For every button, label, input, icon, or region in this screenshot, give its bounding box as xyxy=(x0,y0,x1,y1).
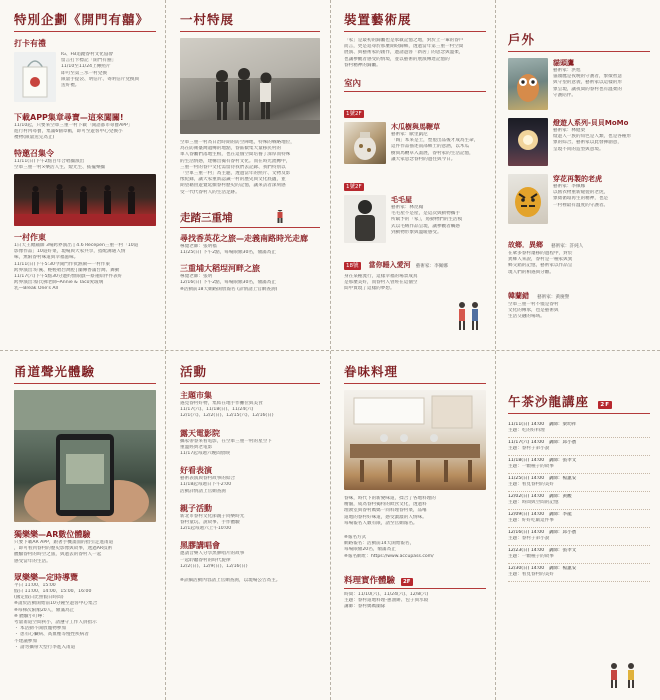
tiger-artwork-photo xyxy=(508,174,548,224)
text-line: 生活交融的場域。 xyxy=(508,314,545,320)
panel-title: 眷味料理 xyxy=(344,362,486,384)
text-line: 11/10至11/24上傳照片 xyxy=(61,64,111,70)
talk-topic: 主題：看見眷村的美好 xyxy=(508,482,554,487)
text-line: 時間：11/10(六)、11/24(六)、12/8(六) xyxy=(344,591,429,597)
section-title: 打卡有禮 xyxy=(14,39,46,48)
talk-topic: 主題：眷村子弟小說 xyxy=(508,446,550,451)
panel-title: 甬道聲光體驗 xyxy=(14,362,156,384)
text-line: ※每梯次限額20人，額滿為止 xyxy=(14,607,75,613)
text-line: 也讓參觀者感受的情境，並以藝術的展演傳達記憶的 xyxy=(344,56,450,62)
furry-house-photo xyxy=(344,195,386,243)
text-line: 每場限額20名，額滿為止 xyxy=(344,547,396,553)
text-line: 現人們的相遇與分離。 xyxy=(508,269,554,275)
location-tag: 2F xyxy=(600,402,610,408)
talk-topic: 主題：看見眷村的美好 xyxy=(508,572,554,577)
walk-title: 走踏三重埔 xyxy=(180,211,233,224)
couple-walking-icon xyxy=(604,662,644,690)
tote-bag-photo xyxy=(14,52,56,102)
list-item xyxy=(508,564,650,582)
text-line: 影像作品」10道好菜，現場與大家共享，搭配溝通人情 xyxy=(14,249,126,255)
text-line: 守護陪伴。 xyxy=(553,92,576,98)
text-line: 異鄉人來說，眷村是一種家與異 xyxy=(508,257,573,263)
text-line: 12/16(日) 下午2點，每場限額30名，額滿為止 xyxy=(180,280,276,286)
panel-special-event xyxy=(14,10,156,346)
list-item xyxy=(508,546,650,564)
talk-date: 11/11(日) 14:00 xyxy=(508,422,545,427)
talk-topic: 主題：吃的好料理 xyxy=(508,428,545,433)
text-line: 導覽老師：張明福 xyxy=(180,243,217,249)
performers-icon xyxy=(14,174,156,226)
text-line: 新北市眷村文化節親子同樂時光 xyxy=(180,513,245,519)
walk-item-name: 尋找香英花之旅—走義南路時光走廊 xyxy=(180,233,308,243)
text-line: 期望藉由遊覽延續眷村歷史的記憶，讓來訪者深刻感 xyxy=(180,183,286,189)
text-line: IG、FB追蹤眷村文化協會 xyxy=(61,52,114,57)
panel-village-cuisine xyxy=(344,362,486,692)
talk-topic: 主題：一顆種子的故事 xyxy=(508,464,554,469)
fold-line xyxy=(0,350,660,351)
artist-name: 藝術家：林昆翰 xyxy=(391,205,424,211)
talk-date: 11/17(六) 14:00 xyxy=(508,440,545,445)
tiger-icon xyxy=(508,174,548,224)
text-line: 味，無限眷村味道與幸福滋味。 xyxy=(14,255,79,261)
text-line: 眷村精神的歸屬。 xyxy=(344,62,381,68)
artwork-name: 穿花再製的老虎 xyxy=(553,175,602,183)
panel-title: 戶外 xyxy=(508,30,650,52)
talk-topic: 主題：時間與空間的記憶 xyxy=(508,500,559,505)
text-line: 「陶」本來是土，塑製出品後才成為生命， xyxy=(391,138,479,144)
event-name: 黑膠講唱會 xyxy=(180,541,220,551)
walker-icon xyxy=(274,210,286,224)
list-item xyxy=(508,528,650,546)
text-line: 乳—Break One's All xyxy=(14,286,59,292)
signup-link[interactable]: ※報名網址：https://www.accupass.com/ xyxy=(344,553,434,559)
location-tag: 1號2F xyxy=(346,111,362,118)
talk-date: 11/18(日) 14:00 xyxy=(508,458,545,463)
salon-title: 午茶沙龍講座 xyxy=(508,394,590,409)
footnote: ※詳細活動內容請上官網查詢，以現場公告為主。 xyxy=(180,578,281,584)
text-line: 跨界演出:好溪、輕輕唱台灣腔│團傳香滿台灣、舞動 xyxy=(14,267,120,273)
text-line: 三重一村的眷戶文化需留待我們去記錄、我們特別以 xyxy=(180,164,286,170)
text-line: 只要下載AR APP，跟著手機畫面的指引走進甬道 xyxy=(14,540,114,545)
text-line: 身在某種流行，這樣幸福的場景成真 xyxy=(344,274,418,280)
text-line: 11/11(日)下午5:30今開門作伙熱鬧—一村作東 xyxy=(14,261,111,267)
artist-figure-icon xyxy=(344,195,386,243)
artist-name: 藝術家：李佩娜 xyxy=(553,184,586,189)
section-title: 特邀召集令 xyxy=(14,148,54,158)
text-line: 活動詳情請上官網查詢 xyxy=(180,488,226,494)
course-title: 料理實作體驗 xyxy=(344,575,396,586)
text-line: ※ 體驗小叮嚀： xyxy=(14,613,47,619)
text-line: 眷味，時代下的新變味道，揉合了各地料理的 xyxy=(344,496,436,501)
historic-children-photo xyxy=(180,38,320,134)
section-title: 一村作東 xyxy=(14,233,46,243)
text-line: 是那麼美好，而眷村人曾經在這個空 xyxy=(344,280,418,286)
couple-icon xyxy=(454,300,484,334)
text-line: 即可至第三水一村兌換 xyxy=(61,70,107,76)
section-title: 獨樂樂—AR數位體驗 xyxy=(14,530,91,539)
text-line: 一村裡最有溫度的守護者。 xyxy=(553,202,609,208)
text-line: 而言，更是追尋於那麼期盼歸鄉，透過當年第三重一村空間 xyxy=(344,44,464,50)
text-line: 式以毛絨作品呈現，讓參觀者觸感 xyxy=(391,223,460,229)
text-line: 像紀錄，讓大家重新認識一村的歷史與文化底蘊，並 xyxy=(180,177,286,183)
list-item xyxy=(508,492,650,510)
artwork-name: 貓頭鷹 xyxy=(553,59,574,67)
talk-speaker: 講師：張孝文 xyxy=(548,458,577,463)
text-line: 留言打卡標記「開門有囍」 xyxy=(61,58,117,64)
artist-name: 藝術家：許純人 xyxy=(551,244,584,249)
text-line: 11/18起每週日下午2:00 xyxy=(180,482,232,488)
text-line: 空軍三重一村不僅是眷村 xyxy=(508,301,559,307)
text-line: 12/1(六)、12/2(日)、12/15(六)、12/16(日) xyxy=(180,413,274,419)
talk-date: 12/02(日) 14:00 xyxy=(508,494,545,499)
panel-title: 特別企劃《開門有囍》 xyxy=(14,10,156,32)
list-item xyxy=(508,456,650,474)
talk-date: 12/16(日) 14:00 xyxy=(508,530,545,535)
text-line: 文化的傳承，也是藝術與 xyxy=(508,308,559,314)
text-line: 11/17(六)、11/18(日)、11/24(六) xyxy=(180,407,254,413)
talk-speaker: 講師：楊蕙安 xyxy=(548,566,577,571)
text-line: 燈遊人一族的角色是人類，也是各種形 xyxy=(553,134,632,140)
tote-bag-icon xyxy=(14,52,56,102)
text-line: 「家」是最初的歸屬也是承載記憶之地，對於上一輩的眷戶 xyxy=(344,38,464,43)
talk-date: 12/09(日) 14:00 xyxy=(508,512,545,517)
talk-date: 11/25(日) 14:00 xyxy=(508,476,545,481)
owl-artwork-photo xyxy=(508,58,548,110)
kitchen-classroom-photo xyxy=(344,390,486,490)
text-line: 禮物(限量送完為止) xyxy=(14,135,55,141)
text-line: 限量手提袋、明信片、寄明信片兌換與 xyxy=(61,76,140,82)
text-line: ・ 請勿攜帶大型行李進入甬道 xyxy=(14,644,76,650)
text-line: 軍人眷屬們落地生根，也在這個空間培養了深厚而特殊 xyxy=(180,152,291,158)
panel-village-exhibit xyxy=(180,10,320,346)
text-line: 空軍三重一村為日治時期的防空陣地，特殊的戰略地位， xyxy=(180,140,295,145)
text-line: 邀請音樂人分享黑膠唱片的故事 xyxy=(180,551,245,557)
text-line: ・ 患有心臟病、高血壓等慢性疾病者 xyxy=(14,632,89,638)
text-line: 空軍三重一村×樂活人生、燈光生、搖擺樂團 xyxy=(14,164,106,170)
text-line: 每場報名人數有限，請至官網報名。 xyxy=(344,520,418,526)
text-line: 以舊衣物重新縫製的老虎， xyxy=(553,190,609,196)
text-line: 攜家帶眷來看電影，在空軍三重一村的星空下 xyxy=(180,438,272,444)
talk-speaker: 講師：邱小寶 xyxy=(548,530,577,535)
panel-title xyxy=(508,392,650,414)
artwork-name: 韓蘭錯 xyxy=(508,291,529,300)
text-line: 毛毛屋不是屋，是這次與動物攜手 xyxy=(391,211,460,217)
section-title xyxy=(344,574,486,586)
talk-speaker: 講師：黃觀 xyxy=(548,494,572,499)
text-line: 間中實現了這樣的夢想。 xyxy=(344,286,395,292)
text-line: 遇見眷村好物，集結在地手作攤位與美食 xyxy=(180,401,263,406)
stage-performance-photo xyxy=(14,174,156,226)
text-line: 感受當年的生活。 xyxy=(14,558,51,564)
text-line: 到動物形象與溫暖感受。 xyxy=(391,229,442,235)
text-line: 理教室與眷村媽媽一同料理眷村菜，品嚐 xyxy=(344,508,427,514)
talk-date: 12/23(日) 14:00 xyxy=(508,548,545,553)
text-line: 為在防衛臺灣遺傳的地點，眷區數集大量移民村的 xyxy=(180,146,282,152)
panel-title: 裝置藝術展 xyxy=(344,10,486,32)
talk-speaker: 講師：張孝文 xyxy=(548,548,577,553)
event-name: 親子活動 xyxy=(180,503,212,513)
text-line: 不建議參加 xyxy=(14,638,37,644)
panel-title: 活動 xyxy=(180,362,320,384)
list-item xyxy=(508,438,650,456)
talk-speaker: 講師：邱小寶 xyxy=(548,440,577,445)
list-item xyxy=(508,420,650,438)
text-line: 樹與馬鞭草入畫展，眷村家的生活記憶， xyxy=(391,150,474,156)
text-line: 導覽老師：張明 xyxy=(180,274,213,280)
panel-tea-salon xyxy=(508,362,650,692)
text-line: 12/1起每週六上午10:00 xyxy=(180,526,232,532)
artist-name: 藝術家：黃慶譽 xyxy=(537,294,570,300)
talk-date: 12/30(日) 14:00 xyxy=(508,566,545,571)
text-line: 體驗眷村的時空之旅，與過去的眷村人一起 xyxy=(14,552,102,558)
text-line: ※請於活動開始前10分鐘至遊客中心集合 xyxy=(14,601,98,607)
artwork-name: 木瓜樹與馬鞭草 xyxy=(391,123,440,132)
text-line: 11/25(日) 下午2點，每場限額30名，額滿為止 xyxy=(180,250,276,256)
talk-speaker: 講師：楊蕙安 xyxy=(548,476,577,481)
list-item xyxy=(508,474,650,492)
list-item xyxy=(508,510,650,528)
artist-name: 藝術家：歐里凱尼 xyxy=(391,132,428,138)
event-name: 主題市集 xyxy=(180,391,212,400)
text-line: 受一代代眷村人的生活足跡。 xyxy=(180,189,240,195)
children-silhouette-icon xyxy=(180,38,320,134)
text-line: 道地的眷村好味道，感受濃濃的人情味。 xyxy=(344,514,427,520)
text-line: 象呈現，讓夜間的眷村也有溫柔的 xyxy=(553,86,622,92)
text-line: 呈現不同的造型與意境。 xyxy=(553,146,604,152)
text-line: 貓頭鷹是夜晚的守護者，象徵智慧 xyxy=(553,74,622,80)
text-line: 11/11(日)下午2點百年合唱團演出 xyxy=(14,158,85,164)
text-line: ※活動前18天網路開放報名 (詳情請上官網查詢) xyxy=(180,286,278,292)
artwork-name: 故鄉．異鄉 xyxy=(508,241,543,249)
text-line: 主題：眷村道地料理-蔥油餅、包子與水餃 xyxy=(344,598,429,604)
text-line: 「空軍三重一村」為主題，透過當年的照片、文物及影 xyxy=(180,171,291,177)
section-title: 眾樂樂—定時導覽 xyxy=(14,572,78,582)
text-line: ※報名方式 xyxy=(344,535,367,541)
panel-tunnel-experience xyxy=(14,362,156,692)
panel-outdoor xyxy=(508,10,650,346)
text-line: 在眾多眷村遷移的過程中，對於 xyxy=(508,251,573,256)
text-line: 進行村內尋寶，集滿6個章戳，即可至遊客中心兌換小 xyxy=(14,129,123,135)
artist-name: 藝術家：林健榮 xyxy=(553,128,586,133)
text-line: ，即可看到眷村的歷史影像與故事，透過AR技術 xyxy=(14,546,113,552)
artwork-name: 燈遊人系列-貝貝MoMo xyxy=(553,119,629,127)
text-line: 網路報名：活動前14天開始報名， xyxy=(344,541,415,547)
text-line: 假日 11:00、14:00、15:00、16:00 xyxy=(14,589,92,595)
text-line: 鄉交錯的記憶，藝術家以作品呈 xyxy=(508,263,573,269)
walk-item-name: 三重埔大稻埕河畔之旅 xyxy=(180,264,260,274)
text-line: 所賦予的「家」，將動物們的生活模 xyxy=(391,217,463,223)
talk-speaker: 講師：梁幼祥 xyxy=(548,422,577,427)
text-line: 平日 11:00、15:00 xyxy=(14,582,56,588)
text-line: 這件作品描述南部鄉土的意涵，以木瓜 xyxy=(391,144,470,150)
text-line: 考量甬道空間狹小，請遵守工作人員指示 xyxy=(14,620,97,626)
text-line: 讓大家思念眷村的過往與今日。 xyxy=(391,156,456,162)
artist-name: 藝術家：洪旭 xyxy=(553,68,581,73)
text-line: 展演、與藝術家的創作，邀請遊客「新居」的思念與溫柔， xyxy=(344,50,464,56)
text-line: 1日天王總鋪師 3場跨界演出 | 4.6 Recepen三重一村「10道 xyxy=(14,243,139,249)
location-tag: 1號2F xyxy=(346,184,362,191)
text-line: 象徵循環再生的精神，也是 xyxy=(553,196,609,202)
text-line: 11/17(六)下午5點30分邀約無限戲—蔡蓮紹伴件表好 xyxy=(14,274,123,280)
text-line: 的生活情感，建構出獨有眷村文化。而在時光流轉中， xyxy=(180,158,291,164)
panel-activities xyxy=(180,362,320,692)
event-name: 露天電影院 xyxy=(180,428,220,438)
panel-installation-art xyxy=(344,10,486,346)
artist-name: 藝術家：李佩娜 xyxy=(415,264,448,270)
indoor-heading: 室內 xyxy=(344,77,486,92)
vase-icon xyxy=(344,122,386,164)
text-line: 眷村童玩、說故事、手作體驗 xyxy=(180,520,240,526)
text-line: ・ 本活動不開放寵物參加 xyxy=(14,626,66,632)
kitchen-icon xyxy=(344,390,486,490)
talk-topic: 主題：一顆種子的故事 xyxy=(508,554,554,559)
text-line: 講師：眷村媽媽團隊 xyxy=(344,604,386,610)
artwork-name: 毛毛屋 xyxy=(391,196,412,205)
event-name: 好看表演 xyxy=(180,466,212,476)
section-title xyxy=(180,210,320,228)
papaya-artwork-photo xyxy=(344,122,386,164)
talk-topic: 主題：好好吃飯這件事 xyxy=(508,518,554,523)
location-tag: 2F xyxy=(402,578,411,585)
text-line: 12/2(日)、12/9(日)、12/16(日) xyxy=(180,563,248,569)
text-line: 重溫經典老電影 xyxy=(180,444,213,450)
text-line: 跨界演出:蔡氏佛老師─Annie & Taco愛玻璃 xyxy=(14,280,104,286)
text-line: (國定假日比照假日時間) xyxy=(14,595,64,601)
lantern-artwork-photo xyxy=(508,118,548,166)
talk-topic: 主題：眷村子弟小說 xyxy=(508,536,550,541)
text-line: 一起聆聽眷村的時代旋律 xyxy=(180,557,231,563)
owl-icon xyxy=(508,58,548,110)
text-line: 精髓，成為眷村獨特的飲食文化，透過料 xyxy=(344,502,427,508)
text-line: 送好禮。 xyxy=(61,83,80,89)
ar-phone-photo xyxy=(14,390,156,522)
text-line: 藝術表演與眷村故事的結合 xyxy=(180,476,236,482)
phone-in-hand-icon xyxy=(14,390,156,522)
lantern-icon xyxy=(508,118,548,166)
text-line: 與守望的意義，藝術家以這樣的形 xyxy=(553,80,622,86)
talk-speaker: 講師：李龍 xyxy=(548,512,572,517)
location-tag: 18號 xyxy=(346,263,359,270)
text-line: 象的綜合，藝術家以此發揮創意， xyxy=(553,140,622,146)
artwork-name: 當你睡入愛河 xyxy=(368,261,411,270)
text-line: 11/17起每週六晚間放映 xyxy=(180,451,230,457)
section-title: 下載APP集章尋寶—這來闖關! xyxy=(14,113,124,122)
text-line: 11/10起，只要來空軍三重一村下載「開語都市尋寶APP」 xyxy=(14,123,133,128)
panel-title: 一村特展 xyxy=(180,10,320,32)
